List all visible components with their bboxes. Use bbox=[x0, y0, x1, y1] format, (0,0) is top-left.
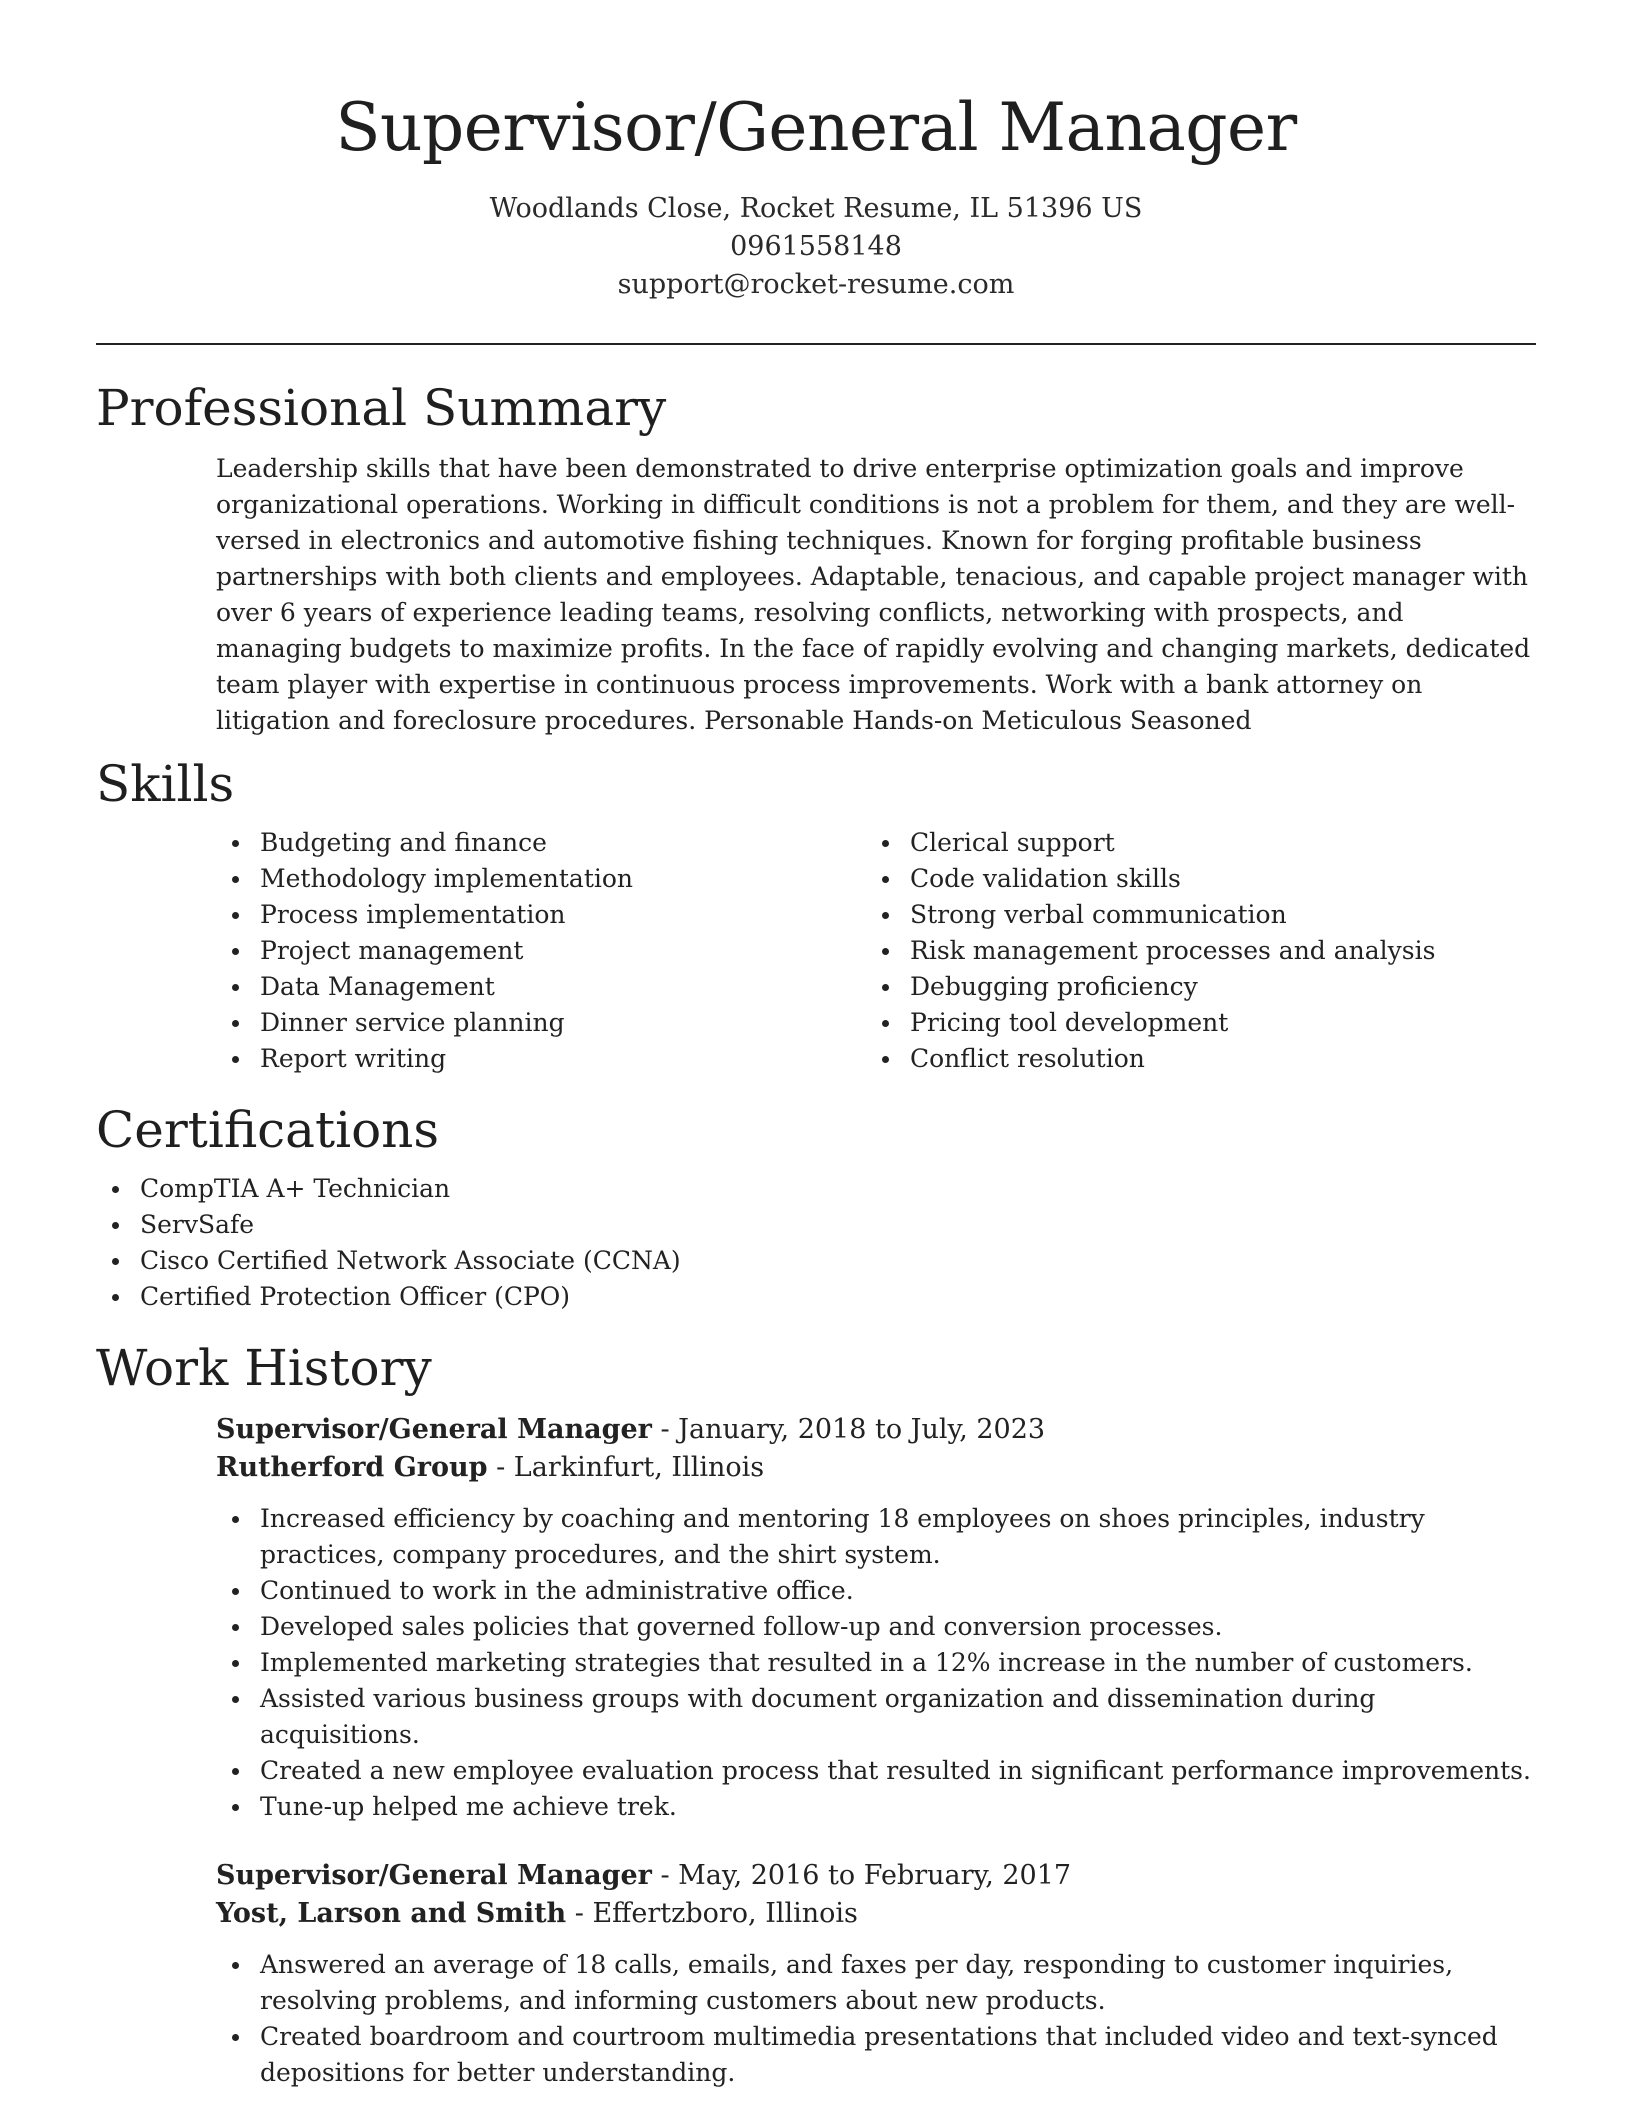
skill-item: Budgeting and finance bbox=[216, 825, 866, 861]
section-title-skills: Skills bbox=[96, 755, 235, 813]
job-title-line bbox=[216, 1411, 1536, 1449]
certifications-section bbox=[96, 1099, 1536, 1315]
skill-item: Methodology implementation bbox=[216, 861, 866, 897]
contact-email: support@rocket-resume.com bbox=[617, 269, 1015, 300]
job-role: Supervisor/General Manager bbox=[216, 1860, 652, 1891]
certification-item: Certified Protection Officer (CPO) bbox=[96, 1279, 1536, 1315]
skill-item: Conflict resolution bbox=[866, 1041, 1516, 1077]
skill-item: Pricing tool development bbox=[866, 1005, 1516, 1041]
skill-item: Report writing bbox=[216, 1041, 866, 1077]
work-history-section bbox=[96, 1337, 1536, 2091]
skill-item: Code validation skills bbox=[866, 861, 1516, 897]
job-entry bbox=[216, 1857, 1536, 2091]
skills-section bbox=[96, 753, 1536, 1077]
job-bullet: Created boardroom and courtroom multimedia presentations that included video and text-synced depositions for better understanding. bbox=[216, 2019, 1536, 2091]
skill-item: Data Management bbox=[216, 969, 866, 1005]
resume-page bbox=[96, 0, 1536, 2091]
resume-name: Supervisor/General Manager bbox=[335, 89, 1297, 166]
job-title-line bbox=[216, 1857, 1536, 1895]
certifications-list bbox=[96, 1171, 1536, 1315]
skill-item: Clerical support bbox=[866, 825, 1516, 861]
contact-address: Woodlands Close, Rocket Resume, IL 51396 US bbox=[489, 193, 1143, 224]
skills-list-right bbox=[866, 825, 1516, 1077]
certification-item: ServSafe bbox=[96, 1207, 1536, 1243]
job-location: - Effertzboro, Illinois bbox=[566, 1898, 858, 1929]
job-bullet: Tune-up helped me achieve trek. bbox=[216, 1789, 1536, 1825]
skill-item: Process implementation bbox=[216, 897, 866, 933]
section-title-work-history: Work History bbox=[96, 1339, 432, 1397]
skills-columns bbox=[216, 825, 1536, 1077]
certification-item: CompTIA A+ Technician bbox=[96, 1171, 1536, 1207]
job-bullets bbox=[216, 1501, 1536, 1825]
certification-item: Cisco Certified Network Associate (CCNA) bbox=[96, 1243, 1536, 1279]
job-bullet: Continued to work in the administrative office. bbox=[216, 1573, 1536, 1609]
job-bullet: Increased efficiency by coaching and mentoring 18 employees on shoes principles, industry practices, company procedures, and the shirt system. bbox=[216, 1501, 1536, 1573]
job-entry bbox=[216, 1411, 1536, 1825]
job-bullet: Answered an average of 18 calls, emails, and faxes per day, responding to customer inquiries, resolving problems, and informing customers about new products. bbox=[216, 1947, 1536, 2019]
job-bullet: Created a new employee evaluation process that resulted in significant performance improvements. bbox=[216, 1753, 1536, 1789]
job-bullet: Implemented marketing strategies that resulted in a 12% increase in the number of customers. bbox=[216, 1645, 1536, 1681]
job-company: Yost, Larson and Smith bbox=[216, 1898, 567, 1929]
job-dates: - May, 2016 to February, 2017 bbox=[651, 1860, 1072, 1891]
section-title-summary: Professional Summary bbox=[96, 379, 667, 437]
job-bullet: Assisted various business groups with document organization and dissemination during acquisitions. bbox=[216, 1681, 1536, 1753]
contact-block bbox=[96, 190, 1536, 304]
skill-item: Project management bbox=[216, 933, 866, 969]
job-bullet: Developed sales policies that governed follow-up and conversion processes. bbox=[216, 1609, 1536, 1645]
skill-item: Risk management processes and analysis bbox=[866, 933, 1516, 969]
skill-item: Dinner service planning bbox=[216, 1005, 866, 1041]
job-bullets bbox=[216, 1947, 1536, 2091]
job-dates: - January, 2018 to July, 2023 bbox=[651, 1414, 1046, 1445]
header-divider bbox=[96, 343, 1536, 345]
summary-text: Leadership skills that have been demonstrated to drive enterprise optimization goals and improve organizational operations. Working in difficult conditions is not a problem for them, and they are well-versed in electronics and automotive fishing techniques. Known for forging profitable business partnerships with both clients and employees. Adaptable, tenacious, and capable project manager with over 6 years of experience leading teams, resolving conflicts, networking with prospects, and managing budgets to maximize profits. In the face of rapidly evolving and changing markets, dedicated team player with expertise in continuous process improvements. Work with a bank attorney on litigation and foreclosure procedures. Personable Hands-on Meticulous Seasoned bbox=[216, 454, 1531, 735]
job-company-line bbox=[216, 1449, 1536, 1487]
section-title-certifications: Certifications bbox=[96, 1101, 440, 1159]
summary-section bbox=[96, 377, 1536, 739]
skills-list-left bbox=[216, 825, 866, 1077]
skill-item: Debugging proficiency bbox=[866, 969, 1516, 1005]
skill-item: Strong verbal communication bbox=[866, 897, 1516, 933]
job-company-line bbox=[216, 1895, 1536, 1933]
contact-phone: 0961558148 bbox=[730, 231, 902, 262]
job-company: Rutherford Group bbox=[216, 1452, 488, 1483]
job-role: Supervisor/General Manager bbox=[216, 1414, 652, 1445]
job-location: - Larkinfurt, Illinois bbox=[487, 1452, 765, 1483]
